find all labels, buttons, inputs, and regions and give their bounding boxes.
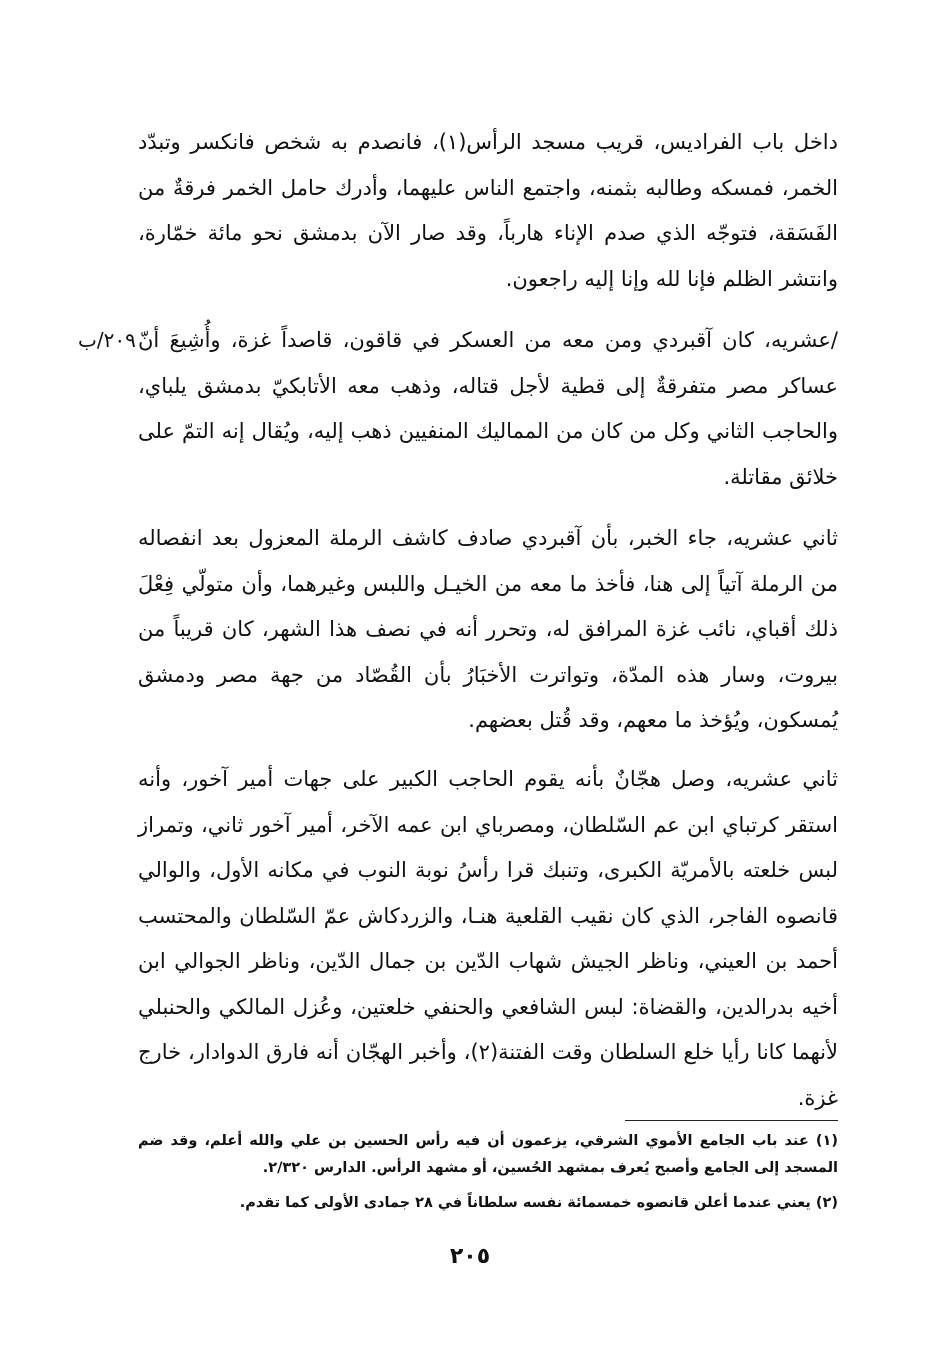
footnote-1: (١) عند باب الجامع الأموي الشرقي، يزعمون أن فيه رأس الحسين بن علي والله أعلم، وقد ضم المسجد إلى الجامع وأصبح يُعرف بمشهد الحُسين، أو مشهد الرأس. الدارس ٢/٣٢٠. <box>138 1133 838 1176</box>
footnote-divider <box>625 1120 838 1121</box>
footnote-2: (٢) يعني عندما أعلن قانصوه خمسمائة نفسه سلطاناً في ٢٨ جمادى الأولى كما تقدم. <box>239 1195 838 1211</box>
paragraph-2: /عشريه، كان آقبردي ومن معه من العسكر في قاقون، قاصداً غزة، وأُشِيعَ أنّ عساكر مصر متفرقةٌ إلى قطية لأجل قتاله، وذهب معه الأتابكيّ بدمشق يلباي، والحاجب الثاني وكل من كان من المماليك المنفيين ذهب إليه، ويُقال إنه التمّ على خلائق مقاتلة. <box>138 328 838 489</box>
page-number: ٢٠٥ <box>449 1244 491 1269</box>
paragraph-4: ثاني عشريه، وصل هجّانٌ بأنه يقوم الحاجب الكبير على جهات أمير آخور، وأنه استقر كرتباي ابن عم السّلطان، ومصرباي ابن عمه الآخر، أمير آخور ثاني، وتمراز لبس خلعته بالأمريّة الكبرى، وتنبك قرا رأسُ نوبة النوب في مكانه الأول، والوالي قانصوه الفاجر، الذي كان نقيب القلعية هنـا، والزردكاش عمّ السّلطان والمحتسب أحمد بن العيني، وناظر الجيش شهاب الدّين بن جمال الدّين، وناظر الجوالي ابن أخيه بدرالدين، والقضاة: لبس الشافعي والحنفي خلعتين، وعُزل المالكي والحنبلي لأنهما كانا رأيا خلع السلطان وقت الفتنة(٢)، وأخبر الهجّان أنه فارق الدوادار، خارج غزة. <box>138 767 839 1110</box>
paragraph-3: ثاني عشريه، جاء الخبر، بأن آقبردي صادف كاشف الرملة المعزول بعد انفصاله من الرملة آتياً إلى هنا، فأخذ ما معه من الخيـل واللبس وغيرهما، وأن متولّي فِعْلَ ذلك أقباي، نائب غزة المرافق له، وتحرر أنه في نصف هذا الشهر، كان قريباً من بيروت، وسار هذه المدّة، وتواترت الأخبَارُ بأن القُصّاد من جهة مصر ودمشق يُمسكون، ويُؤخذ ما معهم، وقد قُتل بعضهم. <box>138 526 838 732</box>
folio-margin-note: ٢٠٩/ب <box>78 328 136 352</box>
paragraph-1: داخل باب الفراديس، قريب مسجد الرأس(١)، فانصدم به شخص فانكسر وتبدّد الخمر، فمسكه وطالبه بثمنه، واجتمع الناس عليهما، وأدرك حامل الخمر فرقةٌ من الفَسَقة، فتوجّه الذي صدم الإناء هارباً، وقد صار الآن بدمشق نحو مائة خمّارة، وانتشر الظلم فإنا لله وإنا إليه راجعون. <box>138 130 838 291</box>
